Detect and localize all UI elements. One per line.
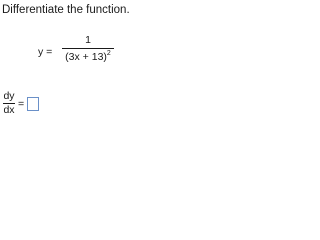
question-instruction: Differentiate the function. [2,4,130,16]
denominator-exponent: 2 [106,50,111,57]
fraction-numerator: 1 [85,34,91,46]
answer-row [2,90,62,120]
equation-lhs: y = [38,46,53,58]
derivative-numerator: dy [3,90,15,102]
answer-input-box[interactable] [27,97,39,111]
answer-equals: = [18,98,25,110]
fraction-denominator [62,51,114,63]
denominator-base: (3x + 13) [65,51,107,63]
fraction-bar [62,48,114,49]
derivative-notation [2,90,16,118]
function-equation [38,34,118,74]
function-fraction [62,34,114,70]
derivative-denominator: dx [3,104,15,116]
